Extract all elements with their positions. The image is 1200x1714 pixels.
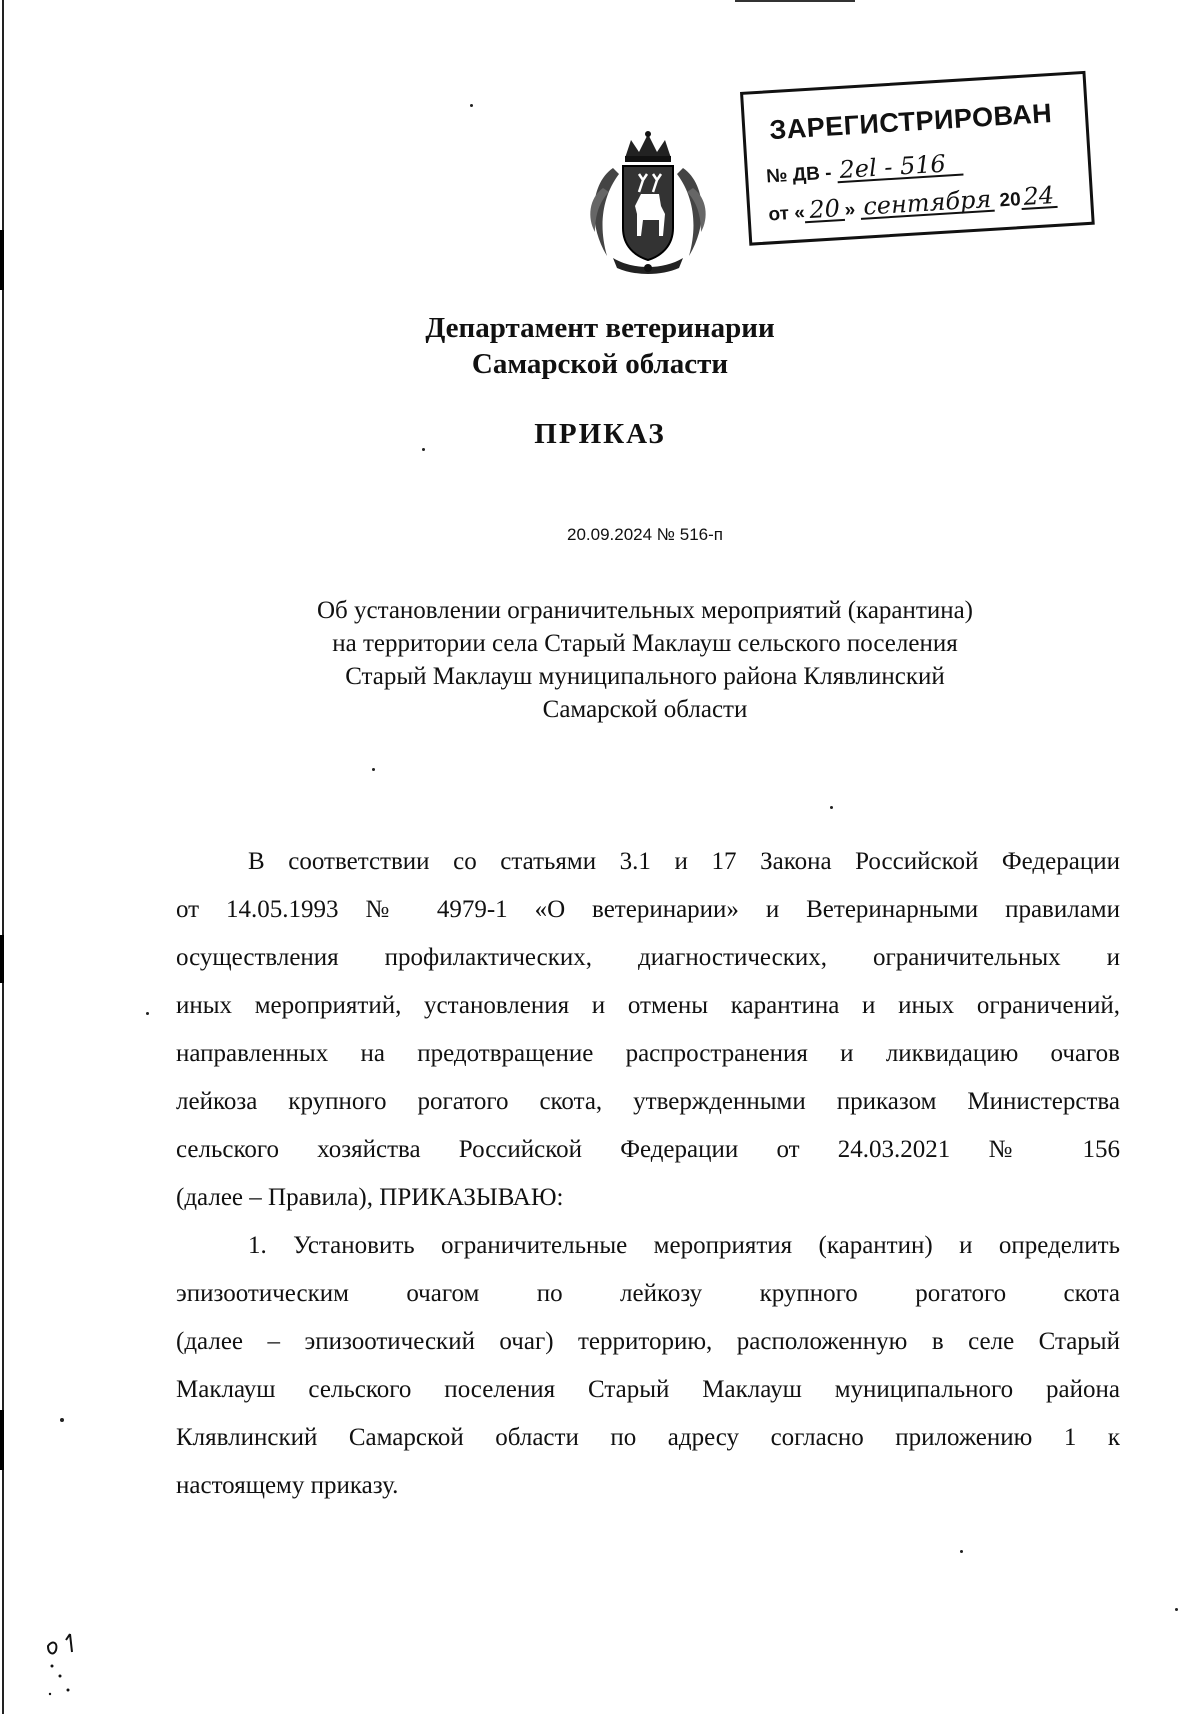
scan-edge-top — [735, 0, 855, 2]
scan-speck — [60, 1418, 64, 1422]
organization-line-1: Департамент ветеринарии — [425, 312, 775, 344]
body-line: Клявлинский Самарской области по адресу согласно приложению 1 к — [176, 1424, 1120, 1451]
stamp-date-row — [767, 181, 1058, 227]
document-subject — [0, 594, 1200, 726]
stamp-month-handwritten: сентября — [860, 188, 995, 220]
scan-speck — [372, 768, 375, 771]
body-line: В соответствии со статьями 3.1 и 17 Закона Российской Федерации — [248, 848, 1120, 875]
scan-speck — [960, 1550, 963, 1553]
subject-line: Об установлении ограничительных мероприятий (карантина) — [316, 597, 974, 624]
registration-stamp — [740, 71, 1095, 246]
body-line: иных мероприятий, установления и отмены карантина и иных ограничений, — [176, 992, 1120, 1019]
organization-line-2: Самарской области — [471, 348, 729, 380]
subject-line: Самарской области — [542, 696, 748, 723]
body-line: осуществления профилактических, диагностических, ограничительных и — [176, 944, 1120, 971]
scan-speck — [422, 448, 425, 451]
stamp-year-prefix: 20 — [998, 189, 1022, 212]
body-line: от 14.05.1993 № 4979-1 «О ветеринарии» и Ветеринарными правилами — [176, 896, 1120, 923]
scan-speck — [146, 1012, 149, 1015]
document-body — [176, 838, 1120, 1510]
stamp-date-mid: » — [844, 199, 856, 221]
stamp-day-handwritten: 20 — [804, 197, 845, 223]
stamp-year-handwritten: 24 — [1020, 184, 1058, 210]
document-date-number: 20.09.2024 № 516-п — [567, 525, 723, 544]
subject-line: на территории села Старый Маклауш сельского поселения — [332, 630, 958, 657]
body-line: Маклауш сельского поселения Старый Маклауш муниципального района — [176, 1376, 1120, 1403]
body-line: сельского хозяйства Российской Федерации от 24.03.2021 № 156 — [176, 1136, 1120, 1163]
scan-speck — [1175, 1608, 1178, 1611]
body-line: настоящему приказу. — [176, 1472, 399, 1499]
stamp-title: ЗАРЕГИСТРИРОВАН — [768, 98, 1053, 146]
subject-line: Старый Маклауш муниципального района Клявлинский — [345, 663, 945, 690]
body-line: лейкоза крупного рогатого скота, утвержденными приказом Министерства — [176, 1088, 1120, 1115]
stamp-number-row — [765, 149, 963, 189]
scan-artifact-marks — [40, 1632, 100, 1712]
organization-name — [0, 310, 1200, 382]
scan-speck — [830, 806, 833, 809]
scan-tick — [0, 1410, 4, 1470]
body-line: 1. Установить ограничительные мероприятия (карантин) и определить — [248, 1232, 1120, 1259]
stamp-number-handwritten: 2el - 516 — [836, 152, 963, 184]
stamp-number-prefix: № ДВ - — [765, 162, 833, 188]
scan-speck — [470, 104, 473, 107]
stamp-date-prefix: от « — [767, 202, 806, 226]
body-line: (далее – Правила), ПРИКАЗЫВАЮ: — [176, 1184, 564, 1211]
document-type: ПРИКАЗ — [534, 418, 666, 450]
body-line: (далее – эпизоотический очаг) территорию, расположенную в селе Старый — [176, 1328, 1120, 1355]
scan-tick — [0, 935, 4, 983]
body-line: направленных на предотвращение распространения и ликвидацию очагов — [176, 1040, 1120, 1067]
body-line: эпизоотическим очагом по лейкозу крупного рогатого скота — [176, 1280, 1120, 1307]
coat-of-arms-emblem — [573, 128, 723, 276]
scan-tick — [0, 230, 4, 290]
